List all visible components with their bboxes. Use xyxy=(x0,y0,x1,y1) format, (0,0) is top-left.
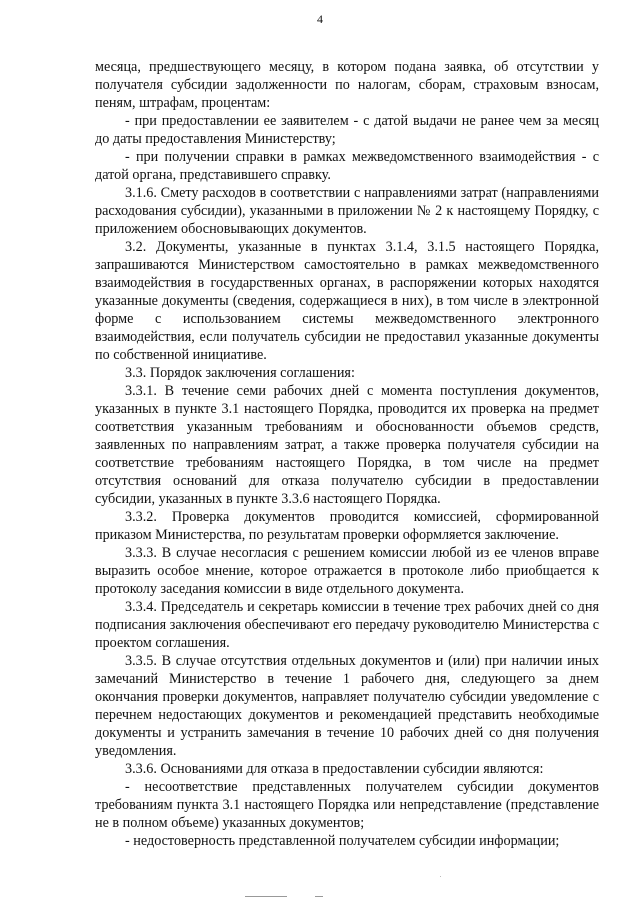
list-item-unreliable-info: - недостоверность представленной получателем субсидии информации; xyxy=(125,833,560,849)
list-item-applicant-certificate: - при предоставлении ее заявителем - с датой выдачи не ранее чем за месяц до даты предоставления Министерству; xyxy=(95,113,599,147)
paragraph-3-3: 3.3. Порядок заключения соглашения: xyxy=(125,365,355,381)
paragraph-3-3-5: 3.3.5. В случае отсутствия отдельных документов и (или) при наличии иных замечаний Министерство в течение 1 рабочего дня, следующего за днем окончания проверки документов, направляет получателю субсидии уведомление с перечнем недостающих документов и рекомендацией представить необходимые документы и устранить замечания в течение 10 рабочих дней со дня получения уведомления. xyxy=(95,653,599,759)
paragraph-3-3-4: 3.3.4. Председатель и секретарь комиссии в течение трех рабочих дней со дня подписания заключения обеспечивают его передачу руководителю Министерства с проектом соглашения. xyxy=(95,599,599,651)
scan-artifact-line xyxy=(245,896,287,897)
list-item-document-mismatch: - несоответствие представленных получателем субсидии документов требованиям пункта 3.1 настоящего Порядка или непредставление (представление не в полном объеме) указанных документов; xyxy=(95,779,599,831)
list-item-interagency-certificate: - при получении справки в рамках межведомственного взаимодействия - с датой органа, представившего справку. xyxy=(95,149,599,183)
document-body xyxy=(95,58,599,850)
paragraph-3-3-3: 3.3.3. В случае несогласия с решением комиссии любой из ее членов вправе выразить особое мнение, которое отражается в протоколе либо приобщается к протоколу заседания комиссии в виде отдельного документа. xyxy=(95,545,599,597)
paragraph-3-2: 3.2. Документы, указанные в пунктах 3.1.4, 3.1.5 настоящего Порядка, запрашиваются Министерством самостоятельно в рамках межведомственного взаимодействия в государственных органах, в распоряжении которых находятся указанные документы (сведения, содержащиеся в них), в том числе в электронной форме с использованием системы межведомственного электронного взаимодействия, если получатель субсидии не предоставил указанные документы по собственной инициативе. xyxy=(95,239,599,363)
page-number: 4 xyxy=(317,12,323,26)
paragraph-3-3-6: 3.3.6. Основаниями для отказа в предоставлении субсидии являются: xyxy=(125,761,544,777)
paragraph-continuation: месяца, предшествующего месяцу, в котором подана заявка, об отсутствии у получателя субсидии задолженности по налогам, сборам, страховым взносам, пеням, штрафам, процентам: xyxy=(95,59,599,111)
scan-artifact-line xyxy=(315,896,323,897)
paragraph-3-3-1: 3.3.1. В течение семи рабочих дней с момента поступления документов, указанных в пункте 3.1 настоящего Порядка, проводится их проверка на предмет соответствия указанным требованиям и обоснованности объемов средств, заявленных по направлениям затрат, а также проверка получателя субсидии на соответствие требованиям настоящего Порядка, в том числе на предмет отсутствия оснований для отказа получателю субсидии в предоставлении субсидии, указанных в пункте 3.3.6 настоящего Порядка. xyxy=(95,383,599,507)
paragraph-3-1-6: 3.1.6. Смету расходов в соответствии с направлениями затрат (направлениями расходования субсидии), указанными в приложении № 2 к настоящему Порядку, с приложением обосновывающих документов. xyxy=(95,185,599,237)
scan-artifact-dot xyxy=(440,876,441,877)
paragraph-3-3-2: 3.3.2. Проверка документов проводится комиссией, сформированной приказом Министерства, по результатам проверки оформляется заключение. xyxy=(95,509,599,543)
